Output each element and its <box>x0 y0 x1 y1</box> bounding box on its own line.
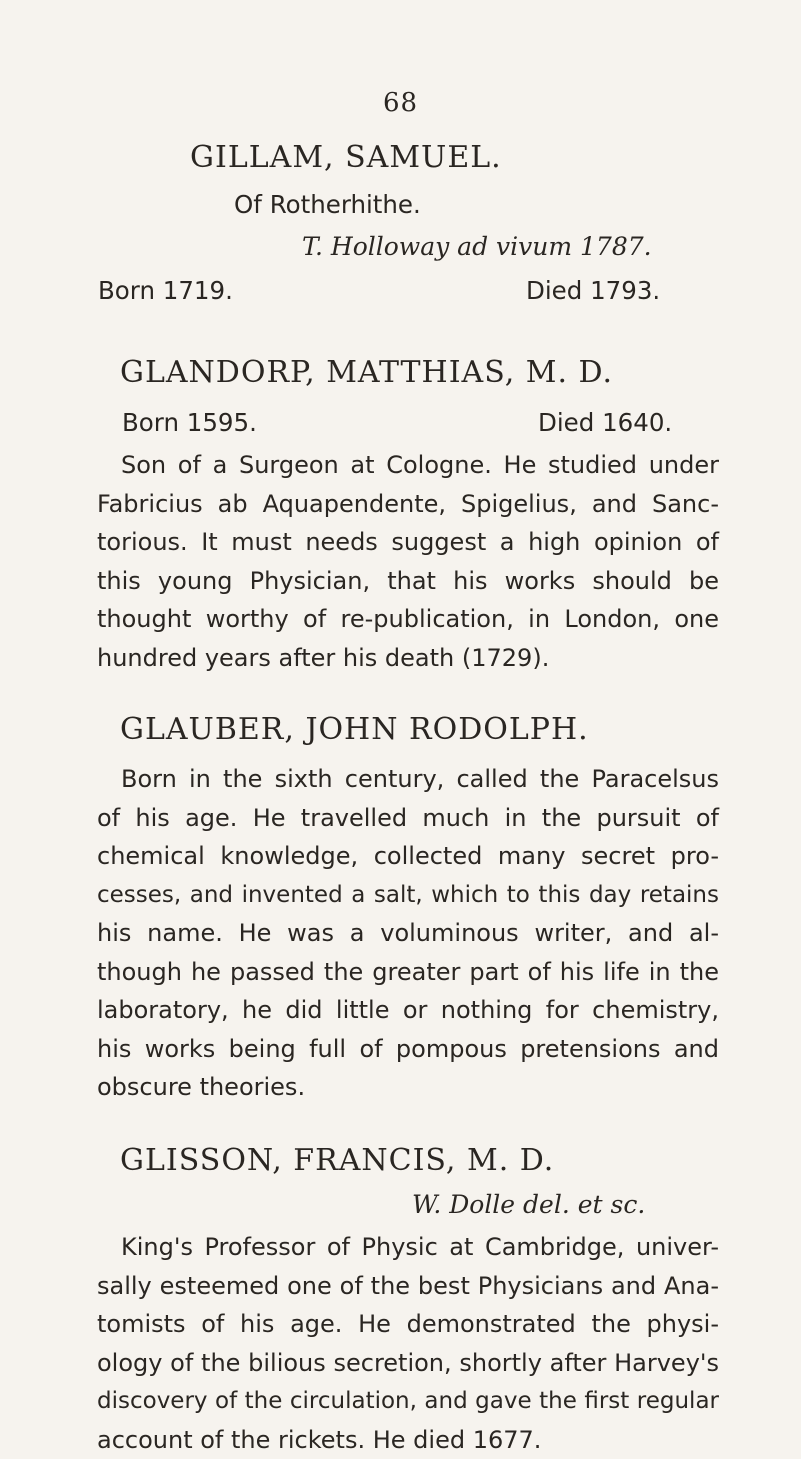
text-line: account of the rickets. He died 1677. <box>97 1421 719 1459</box>
text-line: tomists of his age. He demonstrated the physi- <box>97 1305 719 1344</box>
text-line: this young Physician, that his works should be <box>97 562 719 601</box>
text-line: discovery of the circulation, and gave the first regular <box>97 1382 719 1421</box>
entry-heading-glisson: GLISSON, FRANCIS, M. D. <box>120 1143 554 1178</box>
text-line: his works being full of pompous pretensions and <box>97 1030 719 1069</box>
entry-born-glandorp: Born 1595. <box>122 408 257 437</box>
entry-text-glauber <box>97 760 719 1107</box>
entry-heading-gillam: GILLAM, SAMUEL. <box>190 140 502 175</box>
entry-place-gillam: Of Rotherhithe. <box>234 190 421 219</box>
entry-text-glandorp <box>97 446 719 677</box>
entry-heading-glandorp: GLANDORP, MATTHIAS, M. D. <box>120 355 613 390</box>
entry-born-gillam: Born 1719. <box>98 276 233 305</box>
entry-heading-glauber: GLAUBER, JOHN RODOLPH. <box>120 712 589 747</box>
text-line: hundred years after his death (1729). <box>97 639 719 678</box>
page-number: 68 <box>0 88 801 118</box>
text-line: Son of a Surgeon at Cologne. He studied under <box>97 446 719 485</box>
text-line: laboratory, he did little or nothing for chemistry, <box>97 991 719 1030</box>
text-line: of his age. He travelled much in the pursuit of <box>97 799 719 838</box>
text-line: though he passed the greater part of his life in the <box>97 953 719 992</box>
entry-engraver-gillam: T. Holloway ad vivum 1787. <box>302 232 652 261</box>
text-line: torious. It must needs suggest a high opinion of <box>97 523 719 562</box>
text-line: thought worthy of re-publication, in London, one <box>97 600 719 639</box>
text-line: his name. He was a voluminous writer, and al- <box>97 914 719 953</box>
entry-died-gillam: Died 1793. <box>526 276 660 305</box>
text-line: ology of the bilious secretion, shortly after Harvey's <box>97 1344 719 1383</box>
text-line: chemical knowledge, collected many secret pro- <box>97 837 719 876</box>
text-line: Born in the sixth century, called the Paracelsus <box>97 760 719 799</box>
entry-engraver-glisson: W. Dolle del. et sc. <box>412 1190 645 1219</box>
text-line: Fabricius ab Aquapendente, Spigelius, and Sanc- <box>97 485 719 524</box>
text-line: cesses, and invented a salt, which to this day retains <box>97 876 719 915</box>
text-line: sally esteemed one of the best Physicians and Ana- <box>97 1267 719 1306</box>
text-line: obscure theories. <box>97 1068 719 1107</box>
entry-died-glandorp: Died 1640. <box>538 408 672 437</box>
text-line: King's Professor of Physic at Cambridge, univer- <box>97 1228 719 1267</box>
entry-text-glisson <box>97 1228 719 1459</box>
